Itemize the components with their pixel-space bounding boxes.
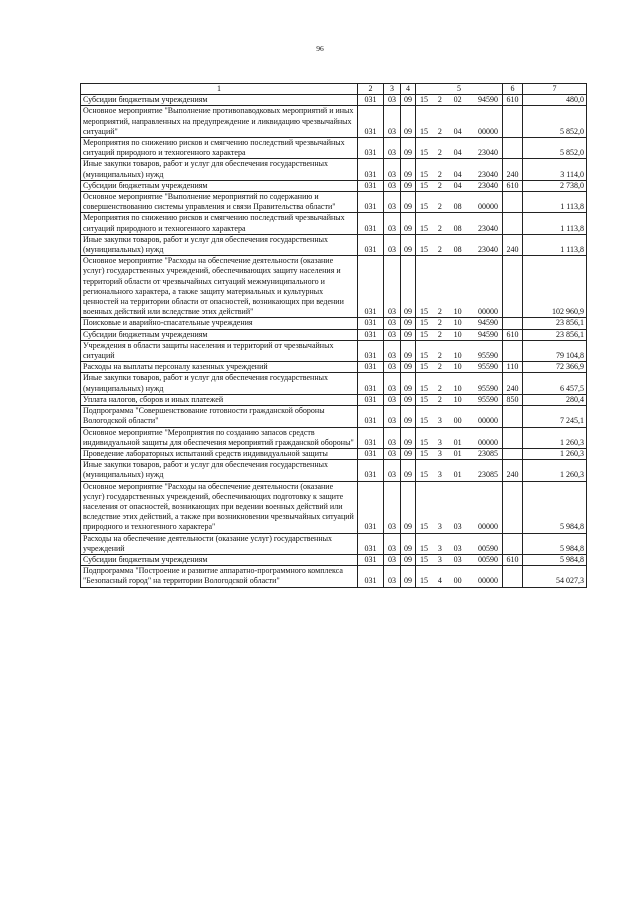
section-code: 03: [384, 427, 401, 448]
grbs-code: 031: [358, 373, 384, 394]
subprogram-code: 2: [437, 307, 442, 317]
section-code: 03: [384, 192, 401, 213]
direction-code: 23040: [477, 223, 498, 233]
item-name: Основное мероприятие "Выполнение мероприятий по содержанию и совершенствованию системы управления и связи Правительства области": [81, 192, 358, 213]
table-row: [81, 362, 587, 373]
subsection-code: 09: [401, 180, 416, 191]
section-code: 03: [384, 533, 401, 554]
subprogram-code: 3: [437, 437, 442, 447]
table-row: [81, 566, 587, 587]
direction-code: 23040: [477, 180, 498, 190]
subprogram-code: 3: [437, 416, 442, 426]
direction-code: 95590: [477, 394, 498, 404]
target-article-code: [416, 554, 503, 565]
subprogram-code: 3: [437, 543, 442, 553]
program-code: 15: [420, 522, 428, 532]
grbs-code: 031: [358, 406, 384, 427]
grbs-code: 031: [358, 106, 384, 138]
measure-code: 10: [453, 362, 462, 372]
direction-code: 95590: [477, 351, 498, 361]
direction-code: 95590: [477, 383, 498, 393]
subprogram-code: 4: [437, 576, 442, 586]
expense-type-code: [503, 318, 523, 329]
direction-code: 23040: [477, 148, 498, 158]
table-row: [81, 448, 587, 459]
grbs-code: 031: [358, 394, 384, 405]
amount: 79 104,8: [523, 340, 587, 361]
subsection-code: 09: [401, 406, 416, 427]
measure-code: 10: [453, 307, 462, 317]
item-name: Расходы на выплаты персоналу казенных учреждений: [81, 362, 358, 373]
table-row: [81, 192, 587, 213]
grbs-code: 031: [358, 138, 384, 159]
target-article-code: [416, 394, 503, 405]
subprogram-code: 2: [437, 180, 442, 190]
measure-code: 01: [453, 437, 462, 447]
amount: 480,0: [523, 95, 587, 106]
program-code: 15: [420, 329, 428, 339]
measure-code: 10: [453, 351, 462, 361]
grbs-code: 031: [358, 234, 384, 255]
table-row: [81, 340, 587, 361]
measure-code: 03: [453, 543, 462, 553]
item-name: Иные закупки товаров, работ и услуг для обеспечения государственных (муниципальных) нужд: [81, 373, 358, 394]
subprogram-code: 2: [437, 351, 442, 361]
grbs-code: 031: [358, 192, 384, 213]
item-name: Основное мероприятие "Мероприятия по созданию запасов средств индивидуальной защиты для обеспечения мероприятий гражданской обороны": [81, 427, 358, 448]
amount: 5 984,8: [523, 533, 587, 554]
measure-code: 03: [453, 554, 462, 564]
measure-code: 10: [453, 394, 462, 404]
subprogram-code: 2: [437, 148, 442, 158]
item-name: Уплата налогов, сборов и иных платежей: [81, 394, 358, 405]
item-name: Субсидии бюджетным учреждениям: [81, 554, 358, 565]
target-article-code: [416, 95, 503, 106]
section-code: 03: [384, 566, 401, 587]
expense-type-code: [503, 448, 523, 459]
amount: 1 260,3: [523, 448, 587, 459]
measure-code: 10: [453, 383, 462, 393]
subprogram-code: 2: [437, 169, 442, 179]
subsection-code: 09: [401, 481, 416, 533]
subprogram-code: 2: [437, 245, 442, 255]
section-code: 03: [384, 234, 401, 255]
direction-code: 94590: [477, 318, 498, 328]
grbs-code: 031: [358, 427, 384, 448]
program-code: 15: [420, 245, 428, 255]
expense-type-code: [503, 406, 523, 427]
section-code: 03: [384, 180, 401, 191]
target-article-code: [416, 256, 503, 318]
target-article-code: [416, 566, 503, 587]
subsection-code: 09: [401, 373, 416, 394]
direction-code: 94590: [477, 95, 498, 105]
subsection-code: 09: [401, 448, 416, 459]
program-code: 15: [420, 95, 428, 105]
target-article-code: [416, 427, 503, 448]
program-code: 15: [420, 437, 428, 447]
program-code: 15: [420, 169, 428, 179]
target-article-code: [416, 448, 503, 459]
table-row: [81, 481, 587, 533]
table-row: [81, 95, 587, 106]
expense-type-code: 240: [503, 373, 523, 394]
subsection-code: 09: [401, 106, 416, 138]
amount: 1 113,8: [523, 192, 587, 213]
amount: 5 984,8: [523, 554, 587, 565]
subsection-code: 09: [401, 159, 416, 180]
subsection-code: 09: [401, 362, 416, 373]
measure-code: 02: [453, 95, 462, 105]
expense-type-code: 850: [503, 394, 523, 405]
section-code: 03: [384, 318, 401, 329]
table-row: [81, 394, 587, 405]
section-code: 03: [384, 256, 401, 318]
table-header-row: [81, 84, 587, 95]
section-code: 03: [384, 329, 401, 340]
direction-code: 00590: [477, 554, 498, 564]
table-row: [81, 427, 587, 448]
amount: 7 245,1: [523, 406, 587, 427]
measure-code: 00: [453, 416, 462, 426]
table-row: [81, 460, 587, 481]
grbs-code: 031: [358, 362, 384, 373]
measure-code: 04: [453, 180, 462, 190]
target-article-code: [416, 159, 503, 180]
program-code: 15: [420, 180, 428, 190]
expense-type-code: 240: [503, 460, 523, 481]
subsection-code: 09: [401, 427, 416, 448]
target-article-code: [416, 234, 503, 255]
item-name: Субсидии бюджетным учреждениям: [81, 95, 358, 106]
measure-code: 04: [453, 148, 462, 158]
subprogram-code: 3: [437, 554, 442, 564]
program-code: 15: [420, 362, 428, 372]
header-cell: 1: [81, 84, 358, 95]
page-number: 96: [316, 44, 324, 53]
program-code: 15: [420, 543, 428, 553]
item-name: Основное мероприятие "Выполнение противопаводковых мероприятий и иных мероприятий, направленных на предупреждение и ликвидацию чрезвычайных ситуаций": [81, 106, 358, 138]
grbs-code: 031: [358, 566, 384, 587]
grbs-code: 031: [358, 448, 384, 459]
direction-code: 00000: [477, 522, 498, 532]
subsection-code: 09: [401, 95, 416, 106]
subsection-code: 09: [401, 192, 416, 213]
measure-code: 04: [453, 126, 462, 136]
header-cell: 3: [384, 84, 401, 95]
section-code: 03: [384, 362, 401, 373]
item-name: Подпрограмма "Построение и развитие аппаратно-программного комплекса "Безопасный город" на территории Вологодской области": [81, 566, 358, 587]
amount: 1 260,3: [523, 460, 587, 481]
item-name: Учреждения в области защиты населения и территорий от чрезвычайных ситуаций: [81, 340, 358, 361]
program-code: 15: [420, 383, 428, 393]
table-row: [81, 159, 587, 180]
program-code: 15: [420, 223, 428, 233]
table-row: [81, 329, 587, 340]
direction-code: 00000: [477, 576, 498, 586]
program-code: 15: [420, 318, 428, 328]
amount: 280,4: [523, 394, 587, 405]
program-code: 15: [420, 351, 428, 361]
section-code: 03: [384, 406, 401, 427]
expense-type-code: [503, 192, 523, 213]
target-article-code: [416, 329, 503, 340]
section-code: 03: [384, 373, 401, 394]
direction-code: 23040: [477, 245, 498, 255]
section-code: 03: [384, 448, 401, 459]
section-code: 03: [384, 554, 401, 565]
amount: 1 113,8: [523, 213, 587, 234]
expense-type-code: 610: [503, 180, 523, 191]
budget-table: [80, 83, 587, 588]
grbs-code: 031: [358, 533, 384, 554]
expense-type-code: [503, 566, 523, 587]
item-name: Основное мероприятие "Расходы на обеспечение деятельности (оказание услуг) государственных учреждений, обеспечивающих подготовку к защите населения от опасностей, возникающих при ведении военных действий или вследствие этих действий, а также при возникновении чрезвычайных ситуаций природного и техногенного характера": [81, 481, 358, 533]
program-code: 15: [420, 148, 428, 158]
amount: 1 113,8: [523, 234, 587, 255]
amount: 54 027,3: [523, 566, 587, 587]
header-cell: 2: [358, 84, 384, 95]
table-row: [81, 180, 587, 191]
measure-code: 03: [453, 522, 462, 532]
grbs-code: 031: [358, 481, 384, 533]
target-article-code: [416, 406, 503, 427]
expense-type-code: 610: [503, 329, 523, 340]
amount: 102 960,9: [523, 256, 587, 318]
expense-type-code: [503, 138, 523, 159]
amount: 23 856,1: [523, 318, 587, 329]
item-name: Мероприятия по снижению рисков и смягчению последствий чрезвычайных ситуаций природного и техногенного характера: [81, 213, 358, 234]
target-article-code: [416, 138, 503, 159]
grbs-code: 031: [358, 460, 384, 481]
direction-code: 23085: [477, 448, 498, 458]
expense-type-code: 610: [503, 95, 523, 106]
section-code: 03: [384, 340, 401, 361]
subsection-code: 09: [401, 340, 416, 361]
subsection-code: 09: [401, 318, 416, 329]
grbs-code: 031: [358, 554, 384, 565]
table-row: [81, 138, 587, 159]
subsection-code: 09: [401, 566, 416, 587]
amount: 23 856,1: [523, 329, 587, 340]
section-code: 03: [384, 213, 401, 234]
program-code: 15: [420, 307, 428, 317]
amount: 72 366,9: [523, 362, 587, 373]
item-name: Субсидии бюджетным учреждениям: [81, 180, 358, 191]
expense-type-code: [503, 427, 523, 448]
target-article-code: [416, 340, 503, 361]
grbs-code: 031: [358, 340, 384, 361]
item-name: Иные закупки товаров, работ и услуг для обеспечения государственных (муниципальных) нужд: [81, 460, 358, 481]
item-name: Поисковые и аварийно-спасательные учреждения: [81, 318, 358, 329]
amount: 5 852,0: [523, 138, 587, 159]
direction-code: 94590: [477, 329, 498, 339]
subprogram-code: 2: [437, 318, 442, 328]
measure-code: 01: [453, 470, 462, 480]
direction-code: 00000: [477, 437, 498, 447]
direction-code: 00000: [477, 126, 498, 136]
subprogram-code: 3: [437, 522, 442, 532]
measure-code: 04: [453, 169, 462, 179]
measure-code: 10: [453, 329, 462, 339]
subprogram-code: 2: [437, 95, 442, 105]
subprogram-code: 2: [437, 362, 442, 372]
target-article-code: [416, 318, 503, 329]
grbs-code: 031: [358, 256, 384, 318]
section-code: 03: [384, 106, 401, 138]
subsection-code: 09: [401, 460, 416, 481]
table-row: [81, 318, 587, 329]
amount: 1 260,3: [523, 427, 587, 448]
program-code: 15: [420, 202, 428, 212]
subprogram-code: 2: [437, 126, 442, 136]
program-code: 15: [420, 554, 428, 564]
direction-code: 23040: [477, 169, 498, 179]
section-code: 03: [384, 159, 401, 180]
target-article-code: [416, 192, 503, 213]
item-name: Субсидии бюджетным учреждениям: [81, 329, 358, 340]
measure-code: 10: [453, 318, 462, 328]
table-row: [81, 213, 587, 234]
subsection-code: 09: [401, 554, 416, 565]
subsection-code: 09: [401, 138, 416, 159]
measure-code: 00: [453, 576, 462, 586]
subprogram-code: 2: [437, 329, 442, 339]
target-article-code: [416, 106, 503, 138]
expense-type-code: [503, 256, 523, 318]
expense-type-code: [503, 213, 523, 234]
amount: 3 114,0: [523, 159, 587, 180]
subsection-code: 09: [401, 329, 416, 340]
subsection-code: 09: [401, 533, 416, 554]
direction-code: 95590: [477, 362, 498, 372]
item-name: Проведение лабораторных испытаний средств индивидуальной защиты: [81, 448, 358, 459]
program-code: 15: [420, 394, 428, 404]
item-name: Основное мероприятие "Расходы на обеспечение деятельности (оказание услуг) государственных учреждений, обеспечивающих защиту населения и территорий области от чрезвычайных ситуаций межмуниципального и регионального характера, а также защиту материальных и культурных ценностей на территории области от опасностей, возникающих при ведении военных действий или вследствие этих действий": [81, 256, 358, 318]
header-cell: 4: [401, 84, 416, 95]
subprogram-code: 2: [437, 394, 442, 404]
subprogram-code: 2: [437, 223, 442, 233]
measure-code: 08: [453, 245, 462, 255]
expense-type-code: [503, 533, 523, 554]
grbs-code: 031: [358, 159, 384, 180]
program-code: 15: [420, 416, 428, 426]
amount: 6 457,5: [523, 373, 587, 394]
target-article-code: [416, 481, 503, 533]
subsection-code: 09: [401, 213, 416, 234]
item-name: Расходы на обеспечение деятельности (оказание услуг) государственных учреждений: [81, 533, 358, 554]
program-code: 15: [420, 576, 428, 586]
amount: 5 984,8: [523, 481, 587, 533]
target-article-code: [416, 533, 503, 554]
table-row: [81, 106, 587, 138]
direction-code: 00000: [477, 307, 498, 317]
subprogram-code: 2: [437, 383, 442, 393]
header-cell: 6: [503, 84, 523, 95]
section-code: 03: [384, 138, 401, 159]
target-article-code: [416, 180, 503, 191]
target-article-code: [416, 213, 503, 234]
table-row: [81, 256, 587, 318]
expense-type-code: 610: [503, 554, 523, 565]
table-row: [81, 406, 587, 427]
item-name: Подпрограмма "Совершенствование готовности гражданской обороны Вологодской области": [81, 406, 358, 427]
table-row: [81, 373, 587, 394]
subsection-code: 09: [401, 394, 416, 405]
section-code: 03: [384, 394, 401, 405]
section-code: 03: [384, 95, 401, 106]
header-cell: 5: [416, 84, 503, 95]
grbs-code: 031: [358, 180, 384, 191]
expense-type-code: [503, 106, 523, 138]
direction-code: 00000: [477, 416, 498, 426]
table-row: [81, 533, 587, 554]
item-name: Иные закупки товаров, работ и услуг для обеспечения государственных (муниципальных) нужд: [81, 234, 358, 255]
direction-code: 00000: [477, 202, 498, 212]
section-code: 03: [384, 460, 401, 481]
subprogram-code: 2: [437, 202, 442, 212]
expense-type-code: 240: [503, 234, 523, 255]
subprogram-code: 3: [437, 448, 442, 458]
program-code: 15: [420, 126, 428, 136]
subsection-code: 09: [401, 256, 416, 318]
target-article-code: [416, 362, 503, 373]
amount: 5 852,0: [523, 106, 587, 138]
grbs-code: 031: [358, 213, 384, 234]
item-name: Мероприятия по снижению рисков и смягчению последствий чрезвычайных ситуаций природного и техногенного характера: [81, 138, 358, 159]
target-article-code: [416, 460, 503, 481]
subprogram-code: 3: [437, 470, 442, 480]
subsection-code: 09: [401, 234, 416, 255]
program-code: 15: [420, 448, 428, 458]
target-article-code: [416, 373, 503, 394]
measure-code: 08: [453, 202, 462, 212]
expense-type-code: 110: [503, 362, 523, 373]
item-name: Иные закупки товаров, работ и услуг для обеспечения государственных (муниципальных) нужд: [81, 159, 358, 180]
amount: 2 738,0: [523, 180, 587, 191]
direction-code: 23085: [477, 470, 498, 480]
measure-code: 08: [453, 223, 462, 233]
measure-code: 01: [453, 448, 462, 458]
grbs-code: 031: [358, 318, 384, 329]
table-row: [81, 554, 587, 565]
expense-type-code: 240: [503, 159, 523, 180]
direction-code: 00590: [477, 543, 498, 553]
program-code: 15: [420, 470, 428, 480]
grbs-code: 031: [358, 95, 384, 106]
section-code: 03: [384, 481, 401, 533]
grbs-code: 031: [358, 329, 384, 340]
header-cell: 7: [523, 84, 587, 95]
expense-type-code: [503, 481, 523, 533]
expense-type-code: [503, 340, 523, 361]
table-row: [81, 234, 587, 255]
